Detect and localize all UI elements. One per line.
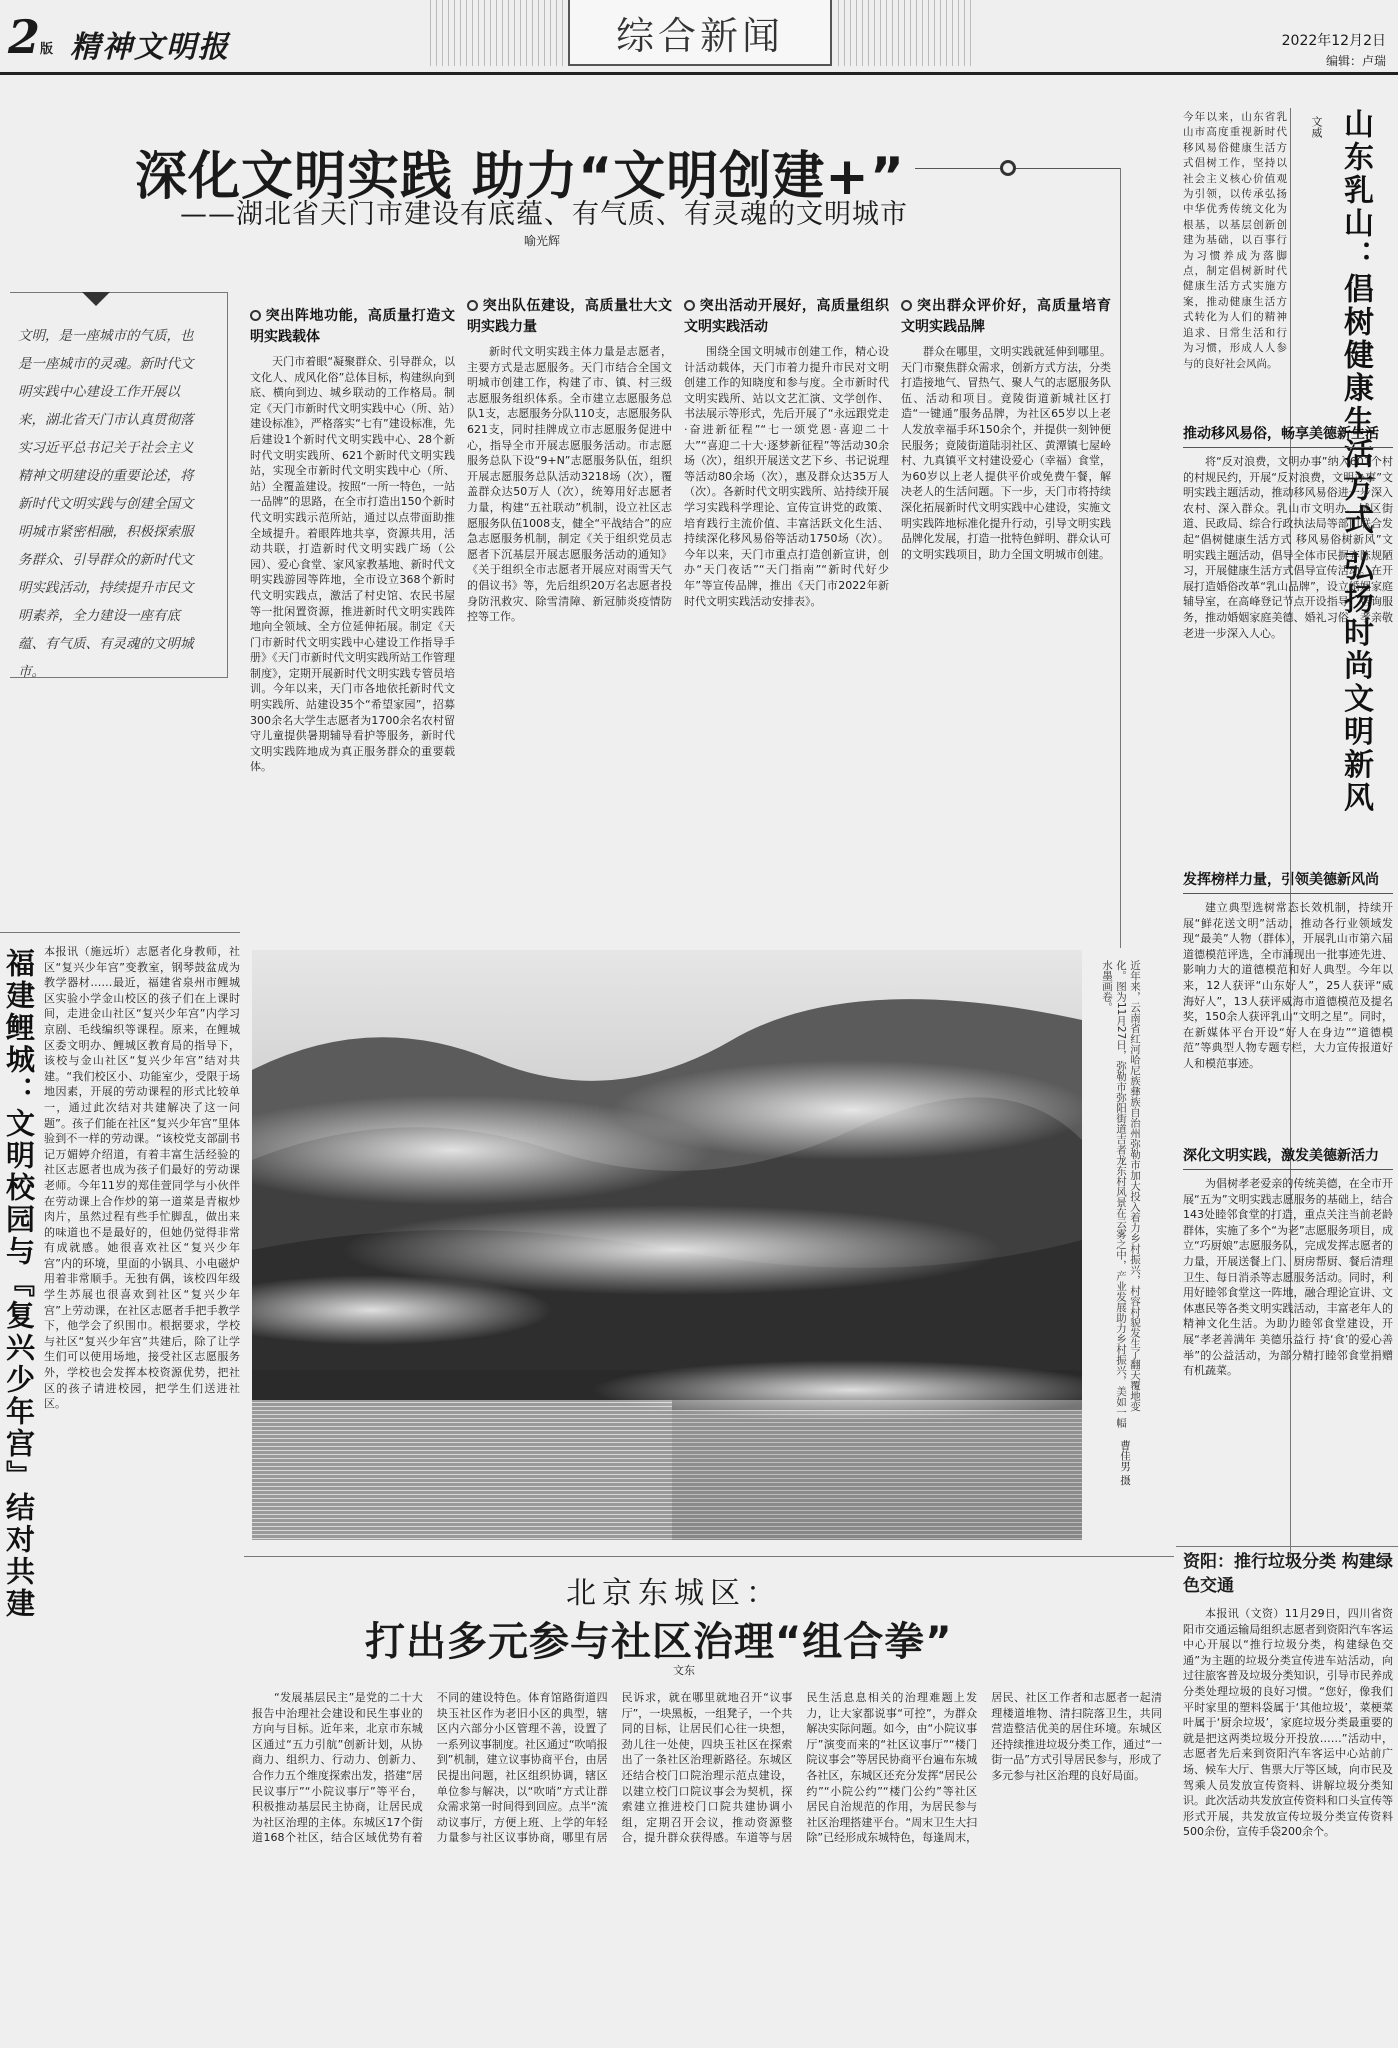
beijing-byline: 文东 xyxy=(673,1664,695,1677)
page-suffix: 版 xyxy=(40,42,54,57)
ziyang-article-body: 本报讯（文资）11月29日，四川省资阳市交通运输局组织志愿者到资阳汽车客运中心开展以“推行垃圾分类，构建绿色交通”为主题的垃圾分类宣传进车站活动，向过往旅客普及垃圾分类知识，引导市民养成分类处理垃圾的良好习惯。“您好，像我们平时家里的塑料袋属于‘其他垃圾’，菜梗菜叶属于‘厨余垃圾’，家庭垃圾分类最重要的就是把这两类垃圾分开投放……”活动中，志愿者先后来到资阳汽车客运中心站前广场、候车大厅、售票大厅等区域，向市民及驾乘人员发放宣传资料、讲解垃圾分类知识。此次活动共发放宣传资料和口头宣传等形式开展，共发放宣传垃圾分类宣传资料500余份，宣传手袋200余个。 xyxy=(1183,1607,1393,1839)
headline-frame-right xyxy=(1120,168,1121,948)
section-heading: 突出群众评价好，高质量培育文明实践品牌 xyxy=(901,298,1111,335)
paper-name-logo: 精神文明报 xyxy=(70,30,230,65)
main-subheadline: ——湖北省天门市建设有底蕴、有气质、有灵魂的文明城市 xyxy=(180,199,908,230)
beijing-article-body: “发展基层民主”是党的二十大报告中治理社会建设和民生事业的方向与目标。近年来，北京市东城区通过“五力引航”创新计划，从协商力、组织力、行动力、创新力、合作力五个维度探索出发，搭建“居民议事厅”“小院议事厅”等平台，积极推动基层民主协商，让居民成为社区治理的主体。东城区17个街道168个社区，结合区域优势有着不同的建设特色。体育馆路街道四块玉社区作为老旧小区的典型，辖区内六部分小区管理不善，设置了一系列议事制度。社区通过“吹哨报到”机制，建立议事协商平台，由居民提出问题，社区组织协调，辖区单位参与解决，以“吹哨”方式让群众需求第一时间得到回应。点半“流动议事厅，方便上班、上学的年轻力量参与社区议事协商，哪里有居民诉求，就在哪里就地召开“议事厅”，一块黑板，一组凳子，一个共同的目标，让居民们心往一块想，劲儿往一处使，四块玉社区在探索出了一条社区治理新路径。东城区还结合校门口院治理示范点建设，以建立校门口院议事会为契机，探索建立推进校门口院共建协调小组，定期召开会议，推动资源整合，提升群众获得感。车道等与居民生活息息相关的治理难题上发力，让大家都说事“可控”，为群众解决实际问题。如今，由“小院议事厅”演变而来的“社区议事厅”“楼门院议事会”等居民协商平台遍布东城各社区，东城区还充分发挥“居民公约”“小院公约”“楼门公约”等社区居民自治规范的作用，为居民参与社区治理搭建平台。“周末卫生大扫除”已经形成东城特色，每逢周末，居民、社区工作者和志愿者一起清理楼道堆物、清扫院落卫生，共同营造整洁优美的居住环境。东城区还持续推进垃圾分类工作，通过“一街一品”方式引导居民参与，形成了多元参与社区治理的良好局面。 xyxy=(252,1691,1162,1845)
masthead-rule xyxy=(0,72,1398,75)
main-intro: 文明，是一座城市的气质，也是一座城市的灵魂。新时代文明实践中心建设工作开展以来，湖北省天门市认真贯彻落实习近平总书记关于社会主义精神文明建设的重要论述，将新时代文明实践与创建全国文明城市紧密相融，积极探索服务群众、引导群众的新时代文明实践活动，持续提升市民文明素养，全力建设一座有底蕴、有气质、有灵魂的文明城市。 xyxy=(18,328,194,680)
page-number: 2版 xyxy=(8,10,54,64)
bullet-icon xyxy=(901,300,912,311)
section-body: 天门市着眼“凝聚群众、引导群众，以文化人、成风化俗”总体目标，构建纵向到底、横向到边、城乡联动的工作格局。制定《天门市新时代文明实践中心（所、站）建设标准》，严格落实“七有”建设标准，先后建设1个新时代文明实践中心、28个新时代文明实践所、621个新时代文明实践站，实现全市新时代文明实践中心（所、站）全覆盖建设。按照“一所一特色，一站一品牌”的思路，在全市打造出150个新时代文明实践示范所站，通过以点带面助推全域提升。着眼阵地共享，资源共用，活动共联，打造新时代文明实践广场（公园）、爱心食堂、家风家教基地、新时代文明实践游园等阵地，全市设立368个新时代文明实践点，激活了村史馆、农民书屋等一批闲置资源，推进新时代文明实践阵地向全领域、全方位延伸拓展。制定《天门市新时代文明实践中心建设工作指导手册》《天门市新时代文明实践所站工作管理制度》，定期开展新时代文明实践专管员培训。今年以来，天门市各地依托新时代文明实践所、站建设35个“希望家园”，招募300余名大学生志愿者为1700余名农村留守儿童提供暑期辅导看护等服务，新时代文明实践阵地成为真正服务群众的重要载体。 xyxy=(250,355,455,774)
beijing-headline-line-2: 打出多元参与社区治理“组合拳” xyxy=(365,1619,953,1665)
main-column-2 xyxy=(467,290,672,910)
headline-ornament xyxy=(1000,160,1016,176)
right-article-section-1 xyxy=(1183,418,1393,838)
main-byline: 喻光辉 xyxy=(524,234,561,248)
masthead-decoration-left xyxy=(430,0,564,66)
right-article-headline: 山东乳山：倡树健康生活方式 弘扬时尚文明新风 xyxy=(1338,108,1373,815)
bullet-icon xyxy=(467,300,478,311)
right-article-section-2 xyxy=(1183,864,1393,1134)
section-body: 将“反对浪费，文明办事”纳入601个村的村规民约，开展“反对浪费，文明办事”文明实践主题活动，推动移风易俗进一步深入农村、深入群众。乳山市文明办、城区街道、民政局、综合行政执法局等部门联合发起“倡树健康生活方式 移风易俗树新风”文明实践主题活动，倡导全体市民摒弃陈规陋习，开展健康生活方式倡导宣传活动。在开展打造婚俗改革“乳山品牌”，设立婚姻家庭辅导室，在高峰登记节点开设指导、咨询服务，推动婚姻家庭美德、婚礼习俗、孝亲敬老进一步深入人心。 xyxy=(1183,455,1393,640)
landscape-photo xyxy=(252,950,1082,1540)
main-column-4 xyxy=(901,290,1111,910)
ziyang-article-rule xyxy=(1176,1546,1398,1547)
section-heading: 突出队伍建设，高质量壮大文明实践力量 xyxy=(467,298,672,335)
section-heading: 突出阵地功能，高质量打造文明实践载体 xyxy=(250,308,455,345)
left-article-rule xyxy=(0,932,240,933)
section-heading: 深化文明实践，激发美德新活力 xyxy=(1183,1146,1393,1170)
section-body: 建立典型选树常态长效机制，持续开展“鲜花送文明”活动，推动各行业领域发现“最美”人物（群体），开展乳山市第六届道德模范评选，全市涌现出一批事迹先进、影响力大的道德模范和好人典型。今年以来，12人获评“山东好人”，25人获评“威海好人”，13人获评威海市道德模范及提名奖，150余人获评乳山“文明之星”。同时，在新媒体平台开设“好人在身边”“道德模范”等典型人物专题专栏，大力宣传报道好人和模范事迹。 xyxy=(1183,901,1393,1070)
section-heading: 推动移风易俗，畅享美德新生活 xyxy=(1183,424,1393,448)
bullet-icon xyxy=(250,310,261,321)
main-column-3 xyxy=(684,290,889,910)
right-article-author: 文威 xyxy=(1310,116,1323,138)
landscape-photo-image xyxy=(252,950,1082,1540)
section-heading: 突出活动开展好，高质量组织文明实践活动 xyxy=(684,298,889,335)
section-name: 综合新闻 xyxy=(568,0,832,66)
photo-caption: 近年来，云南省红河哈尼族彝族自治州弥勒市加大投入着力乡村振兴，村容村貌发生了翻天覆地变化。图为11月27日，弥勒市弥阳街道吉者龙东村风景在云雾之中，产业发展助力乡村振兴，美如一幅水墨画卷。 xyxy=(1101,960,1141,1428)
right-article-lead: 今年以来，山东省乳山市高度重视新时代移风易俗健康生活方式倡树工作，坚持以社会主义核心价值观为引领，以传承弘扬中华优秀传统文化为根基，以基层创新创建为基础，以百事行为习惯养成为落脚点，制定倡树新时代健康生活方式实施方案，推动健康生活方式转化为人们的精神追求、日常生活和行为习惯，形成人人参与的良好社会风尚。 xyxy=(1183,111,1287,370)
masthead-decoration-right xyxy=(838,0,972,66)
section-body: 围绕全国文明城市创建工作，精心设计活动载体，天门市着力提升市民对文明创建工作的知晓度和参与度。全市新时代文明实践所、站以文艺汇演、文学创作、书法展示等形式，先后开展了“永远跟党走·奋进新征程”“七一颂党恩·喜迎二十大”“喜迎二十大·逐梦新征程”等活动30余场（次），组织开展送文艺下乡、书记说理等活动80余场（次），惠及群众达35万人（次）。各新时代文明实践所、站持续开展学习实践科学理论、宣传宣讲党的政策、培育践行主流价值、丰富活跃文化生活、持续深化移风易俗等活动1750场（次）。今年以来，天门市重点打造创新宣讲，创办“天门夜话”“天门指南”“新时代好少年”等宣传品牌，推出《天门市2022年新时代文明实践活动安排表》。 xyxy=(684,345,889,608)
main-headline: 深化文明实践 助力“文明创建+” xyxy=(135,134,915,209)
beijing-article-rule xyxy=(244,1556,1174,1557)
section-body: 群众在哪里，文明实践就延伸到哪里。天门市聚焦群众需求，创新方式方法，分类打造接地气、冒热气、聚人气的志愿服务队伍、活动和项目。竟陵街道新城社区打造“一键通”服务品牌，为社区65岁以上老人发放幸福手环150余个，并提供一刻钟便民服务；竟陵街道陆羽社区、黄潭镇七屋岭村、九真镇平文村建设爱心（幸福）食堂，为60岁以上老人提供平价或免费午餐，解决老人的生活问题。下一步，天门市将持续深化拓展新时代文明实践中心建设，实施文明实践阵地标准化提升行动，引导文明实践品牌化发展，打造一批特色鲜明、群众认可的文明实践项目，助力全国文明城市创建。 xyxy=(901,345,1111,561)
section-body: 为倡树孝老爱亲的传统美德，在全市开展“五为”文明实践志愿服务的基础上，结合143处睦邻食堂的打造，重点关注当前老龄群体，实施了多个“为老”志愿服务项目，成立“巧厨娘”志愿服务队，完成发挥志愿者的力量，开展送餐上门、厨房帮厨、餐后清理卫生、每日消杀等志愿服务活动。同时，利用好睦邻食堂这一阵地，融合理论宣讲、文体惠民等各类文明实践活动，丰富老年人的精神文化生活。为助力睦邻食堂建设，开展“孝老善满年 美德乐益行 持‘食’的爱心善举”的公益活动，为部分精打睦邻食堂捐赠有机蔬菜。 xyxy=(1183,1177,1393,1378)
section-heading: 发挥榜样力量，引领美德新风尚 xyxy=(1183,870,1393,894)
bullet-icon xyxy=(684,300,695,311)
intro-marker xyxy=(82,292,110,306)
section-body: 新时代文明实践主体力量是志愿者，主要方式是志愿服务。天门市结合全国文明城市创建工作，构建了市、镇、村三级志愿服务组织体系。全市建立志愿服务总队1支，志愿服务分队110支，志愿服务队621支，同时挂牌成立市志愿服务促进中心，指导全市开展志愿服务活动。市志愿服务总队下设“9+N”志愿服务队伍，组织开展志愿服务总队活动3218场（次），覆盖群众达50万人（次），统筹用好志愿者力量，构建“五社联动”机制，设立社区志愿服务队伍1008支，健全“平战结合”的应急志愿服务机制，制定《关于组织党员志愿者下沉基层开展志愿服务活动的通知》《关于组织全市志愿者开展应对雨雪天气的倡议书》等，先后组织20万名志愿者投身防汛救灾、除雪清障、新冠肺炎疫情防控等工作。 xyxy=(467,345,672,624)
left-article-headline: 福建鲤城：文明校园与『复兴少年宫』结对共建 xyxy=(2,948,36,1620)
issue-date: 2022年12月2日 xyxy=(1281,33,1386,49)
ziyang-headline: 资阳：推行垃圾分类 构建绿色交通 xyxy=(1183,1552,1393,1596)
main-column-1 xyxy=(250,300,455,910)
left-article-body: 本报讯（施远圻）志愿者化身教师，社区“复兴少年宫”变教室，钢琴鼓盆成为教学器材……最近，福建省泉州市鲤城区实验小学金山校区的孩子们在上课时间，走进金山社区“复兴少年宫”内学习京剧、毛线编织等课程。原来，在鲤城区委文明办、鲤城区教育局的指导下，该校与金山社区“复兴少年宫”结对共建。“我们校区小、功能室少，受限于场地因素，开展的劳动课程的形式比较单一，通过此次结对共建解决了这一问题”。孩子们能在社区“复兴少年宫”里体验到不一样的劳动课。“该校党支部副书记万媚婷介绍道，有着丰富生活经验的社区志愿者也成为孩子们最好的劳动课老师。今年11岁的郑佳萱同学与小伙伴在劳动课上合作炒的第一道菜是青椒炒肉片，虽然过程有些手忙脚乱，做出来的味道也不是最好的，但她仍觉得非常有成就感。她很喜欢社区“复兴少年宫”内的环境，里面的小锅具、小电磁炉用着非常顺手。无独有偶，该校四年级学生苏展也很喜欢到社区“复兴少年宫”上劳动课，在社区志愿者手把手教学下，他学会了织围巾。根据要求，学校与社区“复兴少年宫”共建后，除了让学生们可以使用场地，接受社区志愿服务外，学校也会发挥本校资源优势，把社区的孩子请进校园，把学生们送进社区。 xyxy=(44,945,240,1411)
photo-credit: 曹佳男 摄 xyxy=(1119,1440,1131,1486)
editor-credit: 编辑：卢瑞 xyxy=(1325,54,1386,68)
beijing-headline-line-1: 北京东城区： xyxy=(566,1576,782,1611)
right-article-section-3 xyxy=(1183,1140,1393,1540)
